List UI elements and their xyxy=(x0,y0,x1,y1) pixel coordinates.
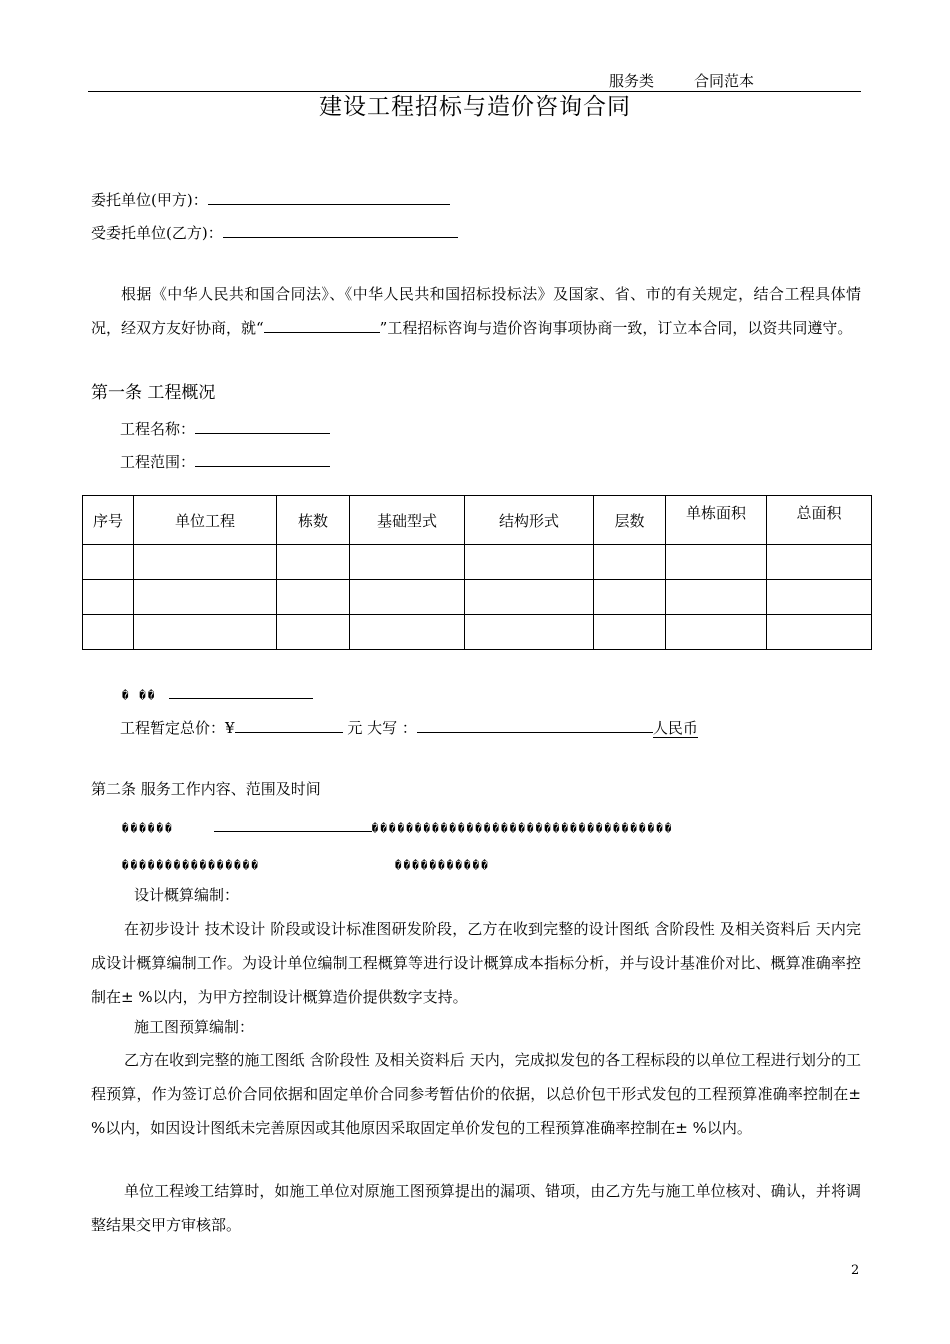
article2-heading: 第二条 服务工作内容、范围及时间 xyxy=(91,780,321,798)
sub1-title: 设计概算编制： xyxy=(134,886,240,904)
sub1-body: 在初步设计 技术设计 阶段或设计标准图研发阶段，乙方在收到完整的设计图纸 含阶段性 及相关资料后 天内完成设计概算编制工作。为设计单位编制工程概算等进行设计概算成本指标分析，并与设计基准价对比、概算准确率控制在± %以内，为甲方控制设计概算造价提供数字支持。 xyxy=(91,920,861,1006)
table-cell[interactable] xyxy=(465,580,594,615)
table-cell[interactable] xyxy=(350,615,465,650)
total-price-words-field[interactable] xyxy=(417,731,653,733)
table-cell[interactable] xyxy=(83,545,134,580)
col-header-foundation-type: 基础型式 xyxy=(350,496,465,545)
party-a-blank[interactable] xyxy=(208,203,450,205)
table-cell[interactable] xyxy=(83,580,134,615)
garbled-line-1 xyxy=(122,822,674,835)
garbled-text-1a: ������ xyxy=(122,822,174,835)
party-b-label: 受委托单位(乙方)： xyxy=(91,224,223,242)
table-cell[interactable] xyxy=(767,580,872,615)
article1-heading: 第一条 工程概况 xyxy=(91,383,216,403)
table-cell[interactable] xyxy=(277,615,350,650)
table-cell[interactable] xyxy=(134,615,277,650)
garbled-line-2 xyxy=(122,859,490,872)
table-cell[interactable] xyxy=(134,545,277,580)
table-cell[interactable] xyxy=(350,580,465,615)
table-cell[interactable] xyxy=(767,545,872,580)
table-cell[interactable] xyxy=(666,615,767,650)
table-cell[interactable] xyxy=(83,615,134,650)
garbled-blank-1[interactable] xyxy=(214,830,372,832)
table-cell[interactable] xyxy=(277,545,350,580)
header-doc-type: 合同范本 xyxy=(694,72,755,90)
sub3-body: 单位工程竣工结算时，如施工单位对原施工图预算提出的漏项、错项，由乙方先与施工单位核对、确认，并将调整结果交甲方审核部。 xyxy=(91,1182,861,1234)
table-cell[interactable] xyxy=(277,580,350,615)
table-cell[interactable] xyxy=(350,545,465,580)
table-cell[interactable] xyxy=(594,545,666,580)
table-cell[interactable] xyxy=(767,615,872,650)
project-name-label: 工程名称： xyxy=(120,420,196,438)
sub2-body: 乙方在收到完整的施工图纸 含阶段性 及相关资料后 天内，完成拟发包的各工程标段的以单位工程进行划分的工程预算，作为签订总价合同依据和固定单价合同参考暂估价的依据，以总价包干形式发包的工程预算准确率控制在± %以内，如因设计图纸未完善原因或其他原因采取固定单价发包的工程预算准确率控制在± %以内。 xyxy=(91,1051,861,1137)
intro-text-before: 根据《中华人民共和国合同法》、《中华人民共和国招标投标法》及国家、省、市的有关规定，结合工程具体情况，经双方友好协商，就“ xyxy=(91,285,861,337)
party-a-label: 委托单位(甲方)： xyxy=(91,191,208,209)
page-title: 建设工程招标与造价咨询合同 xyxy=(319,94,631,120)
table-cell[interactable] xyxy=(134,580,277,615)
intro-paragraph xyxy=(91,277,861,345)
total-price-amount-field[interactable] xyxy=(235,731,343,733)
currency-label: 人民币 xyxy=(652,719,698,737)
total-price-label: 工程暂定总价：¥ xyxy=(120,719,235,737)
project-scope-line xyxy=(120,451,330,472)
table-header-row xyxy=(83,496,872,545)
table-cell[interactable] xyxy=(465,615,594,650)
col-header-total-area: 总面积 xyxy=(767,496,872,545)
col-header-structure-type: 结构形式 xyxy=(465,496,594,545)
sub2-title: 施工图预算编制： xyxy=(134,1018,255,1036)
table-row xyxy=(83,615,872,650)
table-cell[interactable] xyxy=(594,580,666,615)
party-a-line xyxy=(91,189,450,210)
garbled-field[interactable] xyxy=(169,697,313,699)
table-cell[interactable] xyxy=(666,545,767,580)
table-row xyxy=(83,545,872,580)
col-header-unit-area: 单栋面积 xyxy=(666,496,767,545)
total-price-line xyxy=(120,717,698,738)
garbled-text-2b: ����������� xyxy=(394,859,490,872)
garbled-label: � �� xyxy=(122,689,157,702)
party-b-line xyxy=(91,222,458,243)
table-cell[interactable] xyxy=(465,545,594,580)
garbled-text-1b: ����������������������������������� xyxy=(371,822,674,835)
party-b-blank[interactable] xyxy=(223,236,458,238)
project-scope-label: 工程范围： xyxy=(120,453,196,471)
total-price-unit: 元 大写 ： xyxy=(347,719,417,737)
project-name-blank[interactable] xyxy=(264,331,380,333)
garbled-label-line xyxy=(122,689,313,702)
project-name-field[interactable] xyxy=(195,432,330,434)
table-row xyxy=(83,580,872,615)
col-header-building-count: 栋数 xyxy=(277,496,350,545)
col-header-index: 序号 xyxy=(83,496,134,545)
col-header-floors: 层数 xyxy=(594,496,666,545)
intro-text-after: ”工程招标咨询与造价咨询事项协商一致，订立本合同，以资共同遵守。 xyxy=(379,319,853,337)
col-header-unit-project: 单位工程 xyxy=(134,496,277,545)
garbled-text-2a: ���������������� xyxy=(122,859,260,872)
project-scope-field[interactable] xyxy=(195,465,330,467)
table-cell[interactable] xyxy=(594,615,666,650)
project-name-line xyxy=(120,418,330,439)
table-cell[interactable] xyxy=(666,580,767,615)
header-category: 服务类 xyxy=(609,72,655,90)
project-overview-table xyxy=(82,495,872,650)
page-number: 2 xyxy=(851,1263,860,1278)
